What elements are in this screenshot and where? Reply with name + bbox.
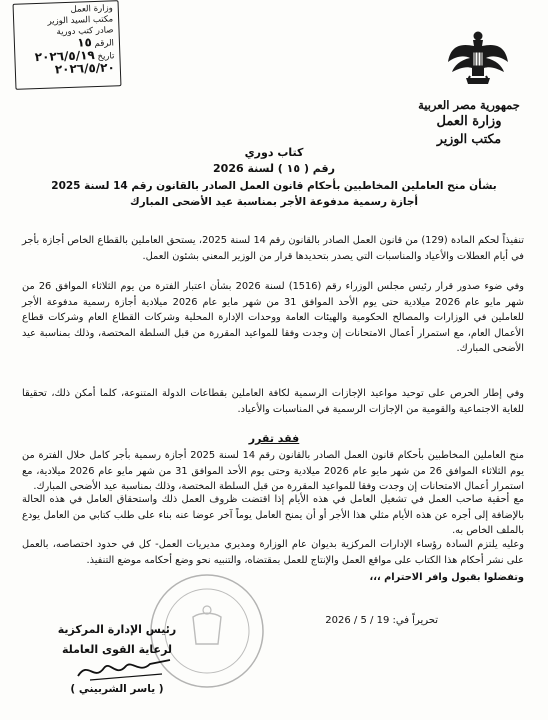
header-ministry: وزارة العمل [436,114,502,129]
issue-date-label: تحريراً في: [392,615,438,626]
stamp-number-label: الرقم [94,38,115,50]
paragraph-employer-right: مع أحقية صاحب العمل في تشغيل العامل في هذه الأيام إذا اقتضت ظروف العمل ذلك واستحقاق العامل في هذه الحالة بالإضافة إلى أجره عن هذه الأيام مثلي هذا الأجر أو أن يمنح العامل يوماً آخر عوضا عنه بناء على طلب كتابي من العامل يودع بالملف الخاص به. [22,494,524,537]
paragraph-enforcement: وعليه يلتزم السادة رؤساء الإدارات المركزية بديوان عام الوزارة ومديري مديريات العمل- كل في حدود اختصاصه، بالعمل على نشر أحكام هذا الكتاب على مواقع العمل والإنتاج للعمل بمقتضاه، والتنبيه نحو وضع أحكامه موضع التنفيذ. [22,539,524,566]
subject-line-1: بشأن منح العاملين المخاطبين بأحكام قانون العمل الصادر بالقانون رقم 14 لسنة 2025 [51,180,497,192]
issue-date-value: 19 / 5 / 2026 [325,615,390,626]
stamp-line-office: مكتب السيد الوزير [47,14,114,27]
decision-heading: فقد تقرر [248,432,300,445]
paragraph-unification: وفي إطار الحرص على توحيد مواعيد الإجازات الرسمية لكافة العاملين بقطاعات الدولة المتنوعة، كلما أمكن ذلك، تحقيقا للغاية الاجتماعية والقومية من الإجازات الرسمية في المناسبات والأعياد. [22,388,524,415]
document-number: رقم ( ١٥ ) لسنة 2026 [213,162,335,175]
handwritten-signature-icon [70,652,180,686]
paragraph-cabinet-decree: وفي ضوء صدور قرار رئيس مجلس الوزراء رقم (1516) لسنة 2026 بشأن اعتبار الفترة من يوم الثلاثاء الموافق 26 من شهر مايو عام 2026 ميلادية حتى يوم الأحد الموافق 31 من شهر مايو عام 2026 ميلادية أجازة رسمية مدفوعة الأجر للعاملين في الوزارات والمصالح الحكومية والهيئات العامة ووحدات الإدارة المحلية وشركات القطاع العام وشركات قطاع الأعمال العام، مع استمرار أعمال الامتحانات إن وجدت وفقا للمواعيد المقررة من قبل السلطة المختصة، وذلك بمناسبة عيد الأضحى المبارك. [22,281,525,355]
header-office: مكتب الوزير [436,131,502,146]
signer-name: ( ياسر الشربيني ) [70,683,164,695]
stamp-line-ministry: وزارة العمل [70,3,113,15]
stamp-date-value: ٢٠٢٦/٥/١٩ [34,48,95,65]
stamp-line-type: صادر كتب دورية [56,25,114,38]
signer-title-line-2: لرعاية القوى العاملة [61,643,173,656]
signer-title-line-1: رئيس الإدارة المركزية [57,623,177,636]
eagle-emblem-icon [446,28,510,90]
closing-line: وتفضلوا بقبول وافر الاحترام ،،، [369,572,524,583]
stamp-number-value: ١٥ [76,35,93,50]
header-country: جمهورية مصر العربية [418,98,520,112]
paragraph-decision: منح العاملين المخاطبين بأحكام قانون العمل الصادر بالقانون رقم 14 لسنة 2025 أجازة رسمية بأجر كامل خلال الفترة من يوم الثلاثاء الموافق 26 من شهر مايو عام 2026 ميلادية وحتى يوم الأحد الموافق 31 من شهر مايو عام 2026 ميلادية، مع استمرار أعمال الامتحانات إن وجدت وفقا للمواعيد المقررة من قبل السلطة المختصة، وذلك بمناسبة عيد الأضحى المبارك. [22,450,525,493]
subject-line-2: أجازة رسمية مدفوعة الأجر بمناسبة عيد الأضحى المبارك [129,196,419,208]
issue-date [325,615,438,626]
stamp-ref: ٢٠٢٦/٥/٢٠ [54,60,116,77]
stamp-date-label: تاريخ [97,51,115,62]
paragraph-legal-basis: تنفيذاً لحكم المادة (129) من قانون العمل الصادر بالقانون رقم 14 لسنة 2025، يستحق العاملين بالقطاع الخاص أجازة بأجر في أيام العطلات والأعياد والمناسبات التي يصدر بتحديدها قرار من الوزير المعني بشئون العمل. [22,235,524,262]
document-type: كتاب دوري [244,146,304,159]
registry-stamp [13,0,122,90]
